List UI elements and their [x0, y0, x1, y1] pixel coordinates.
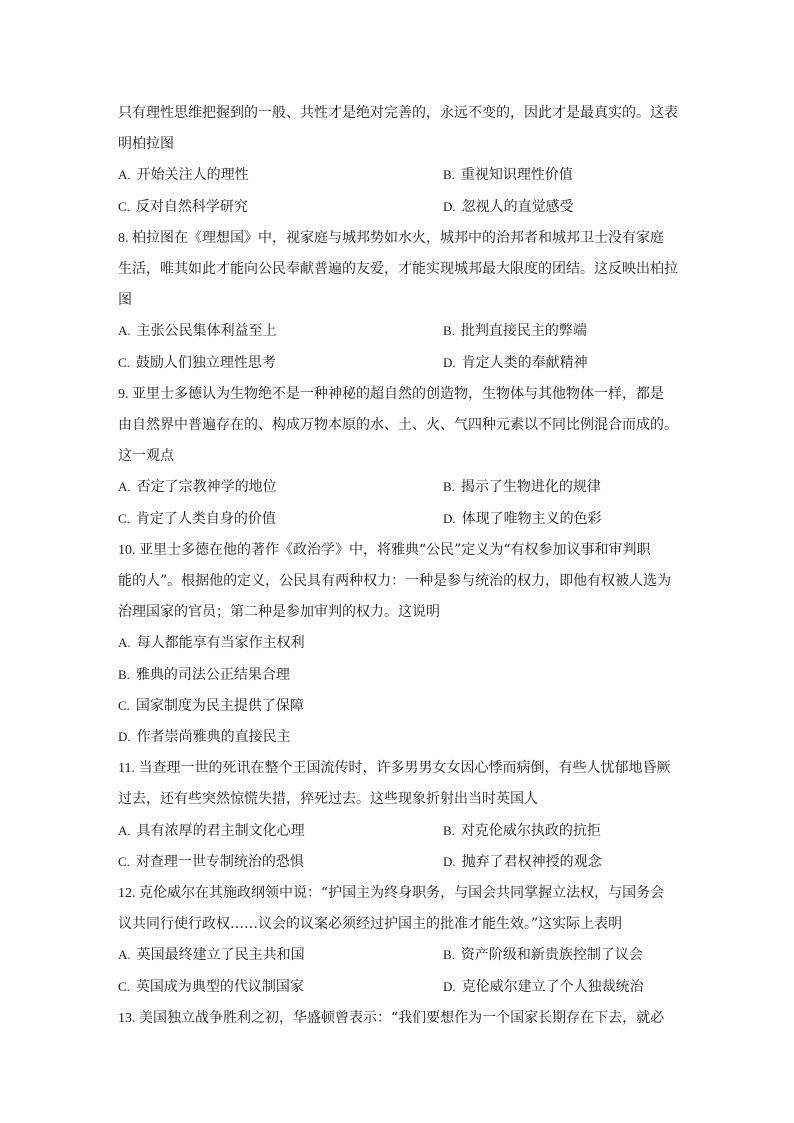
- question-text: 亚里士多德认为生物绝不是一种神秘的超自然的创造物，生物体与其他物体一样，都是: [132, 385, 664, 402]
- answer-option: [443, 822, 601, 840]
- option-letter: D.: [443, 510, 456, 526]
- question-text: 治理国家的官员；第二种是参加审判的权力。这说明: [118, 604, 440, 621]
- question-text: 柏拉图在《理想国》中，视家庭与城邦势如水火，城邦中的治邦者和城邦卫士没有家庭: [132, 229, 664, 246]
- question-text-line: [118, 572, 680, 590]
- question-text-line: [118, 104, 680, 122]
- question-text-line: [118, 541, 680, 560]
- option-text: 主张公民集体利益至上: [136, 323, 277, 340]
- question-text: 由自然界中普遍存在的、构成万物本原的水、土、火、气四种元素以不同比例混合而成的。: [118, 417, 678, 433]
- option-text: 肯定了人类自身的价值: [135, 510, 276, 527]
- answer-option: [443, 510, 602, 528]
- question-text-line: [118, 1009, 680, 1028]
- option-text: 英国最终建立了民主共和国: [136, 947, 305, 964]
- answer-option: [443, 853, 602, 871]
- option-letter: A.: [118, 822, 131, 838]
- option-letter: C.: [118, 198, 130, 214]
- question-text-line: [118, 884, 680, 903]
- option-text: 体现了唯物主义的色彩: [461, 510, 602, 527]
- question-number: 12.: [118, 886, 139, 901]
- option-letter: B.: [443, 947, 455, 963]
- option-text: 肯定人类的奉献精神: [461, 354, 588, 371]
- answer-option: [118, 354, 276, 372]
- option-letter: C.: [118, 853, 130, 869]
- option-letter: D.: [443, 978, 456, 994]
- question-text-line: [118, 291, 680, 309]
- question-text: 明柏拉图: [118, 136, 174, 153]
- question-text-line: [118, 447, 680, 465]
- option-letter: A.: [118, 323, 131, 339]
- question-text-line: [118, 135, 680, 153]
- option-letter: D.: [443, 354, 456, 370]
- question-text-line: [118, 759, 680, 778]
- option-text: 对查理一世专制统治的恐惧: [135, 853, 304, 870]
- option-text: 揭示了生物进化的规律: [460, 479, 601, 496]
- question-text: 图: [118, 292, 132, 309]
- question-number: 11.: [118, 761, 139, 777]
- question-text-line: [118, 915, 680, 933]
- option-text: 资产阶级和新贵族控制了议会: [460, 947, 643, 964]
- option-text: 批判直接民主的弊端: [460, 323, 587, 340]
- answer-option: [443, 354, 588, 372]
- option-letter: B.: [443, 167, 455, 183]
- option-text: 否定了宗教神学的地位: [136, 479, 277, 496]
- option-letter: C.: [118, 354, 130, 370]
- option-letter: A.: [118, 947, 131, 963]
- option-text: 鼓励人们独立理性思考: [135, 354, 276, 371]
- option-letter: D.: [118, 729, 131, 744]
- option-text: 每人都能享有当家作主权利: [136, 635, 305, 652]
- answer-option: [118, 697, 304, 715]
- answer-option: [443, 198, 574, 216]
- option-letter: C.: [118, 978, 130, 994]
- option-letter: A.: [118, 635, 131, 651]
- question-number: 13.: [118, 1010, 139, 1026]
- question-text: 议共同行使行政权……议会的议案必须经过护国主的批准才能生效。”这实际上表明: [118, 916, 623, 933]
- option-text: 反对自然科学研究: [135, 198, 248, 215]
- answer-option: [443, 322, 587, 340]
- option-text: 开始关注人的理性: [136, 167, 249, 184]
- answer-option: [118, 728, 291, 746]
- question-text: 亚里士多德在他的著作《政治学》中，将雅典“公民”定义为“有权参加议事和审判职: [139, 541, 651, 558]
- option-text: 重视知识理性价值: [460, 167, 573, 184]
- question-text-line: [118, 416, 680, 434]
- question-number: 8.: [118, 230, 132, 246]
- answer-option: [118, 978, 304, 996]
- option-text: 具有浓厚的君主制文化心理: [136, 822, 305, 839]
- question-text-line: [118, 385, 680, 404]
- option-letter: B.: [118, 666, 130, 682]
- option-letter: B.: [443, 479, 455, 495]
- option-text: 作者崇尚雅典的直接民主: [136, 729, 291, 745]
- option-text: 国家制度为民主提供了保障: [135, 697, 304, 714]
- option-letter: B.: [443, 822, 455, 838]
- option-letter: A.: [118, 167, 131, 183]
- question-text: 这一观点: [118, 448, 174, 465]
- option-letter: B.: [443, 323, 455, 339]
- option-text: 英国成为典型的代议制国家: [135, 978, 304, 995]
- question-text-line: [118, 790, 680, 808]
- answer-option: [118, 322, 277, 340]
- option-text: 抛弃了君权神授的观念: [461, 853, 602, 870]
- option-letter: C.: [118, 697, 130, 713]
- option-text: 克伦威尔建立了个人独裁统治: [461, 978, 644, 995]
- answer-option: [118, 478, 277, 496]
- question-text: 克伦威尔在其施政纲领中说：“护国主为终身职务，与国会共同掌握立法权，与国务会: [139, 885, 665, 901]
- question-text: 只有理性思维把握到的一般、共性才是绝对完善的，永远不变的，因此才是最真实的。这表: [118, 105, 678, 121]
- answer-option: [443, 946, 643, 964]
- option-letter: A.: [118, 479, 131, 495]
- answer-option: [118, 822, 305, 840]
- answer-option: [118, 666, 290, 684]
- question-number: 9.: [118, 386, 132, 402]
- question-number: 10.: [118, 542, 139, 558]
- question-text: 能的人”。根据他的定义，公民具有两种权力：一种是参与统治的权力，即他有权被人选为: [118, 573, 672, 589]
- option-letter: D.: [443, 198, 456, 214]
- answer-option: [118, 634, 305, 652]
- answer-option: [443, 478, 601, 496]
- option-letter: D.: [443, 853, 456, 869]
- answer-option: [443, 166, 573, 184]
- option-text: 对克伦威尔执政的抗拒: [460, 822, 601, 839]
- answer-option: [443, 978, 644, 996]
- question-text: 过去，还有些突然惊慌失措，猝死过去。这些现象折射出当时英国人: [118, 791, 538, 808]
- question-text: 美国独立战争胜利之初，华盛顿曾表示：“我们要想作为一个国家长期存在下去，就必: [139, 1009, 665, 1026]
- option-text: 雅典的司法公正结果合理: [135, 666, 290, 683]
- question-text: 当查理一世的死讯在整个王国流传时，许多男男女女因心悸而病倒，有些人忧郁地昏厥: [138, 760, 671, 777]
- question-text-line: [118, 229, 680, 248]
- question-text-line: [118, 260, 680, 278]
- answer-option: [118, 166, 249, 184]
- answer-option: [118, 853, 304, 871]
- option-letter: C.: [118, 510, 130, 526]
- answer-option: [118, 198, 248, 216]
- question-text: 生活，唯其如此才能向公民奉献普遍的友爱，才能实现城邦最大限度的团结。这反映出柏拉: [118, 261, 678, 277]
- option-text: 忽视人的直觉感受: [461, 198, 574, 215]
- answer-option: [118, 510, 276, 528]
- answer-option: [118, 946, 305, 964]
- question-text-line: [118, 603, 680, 621]
